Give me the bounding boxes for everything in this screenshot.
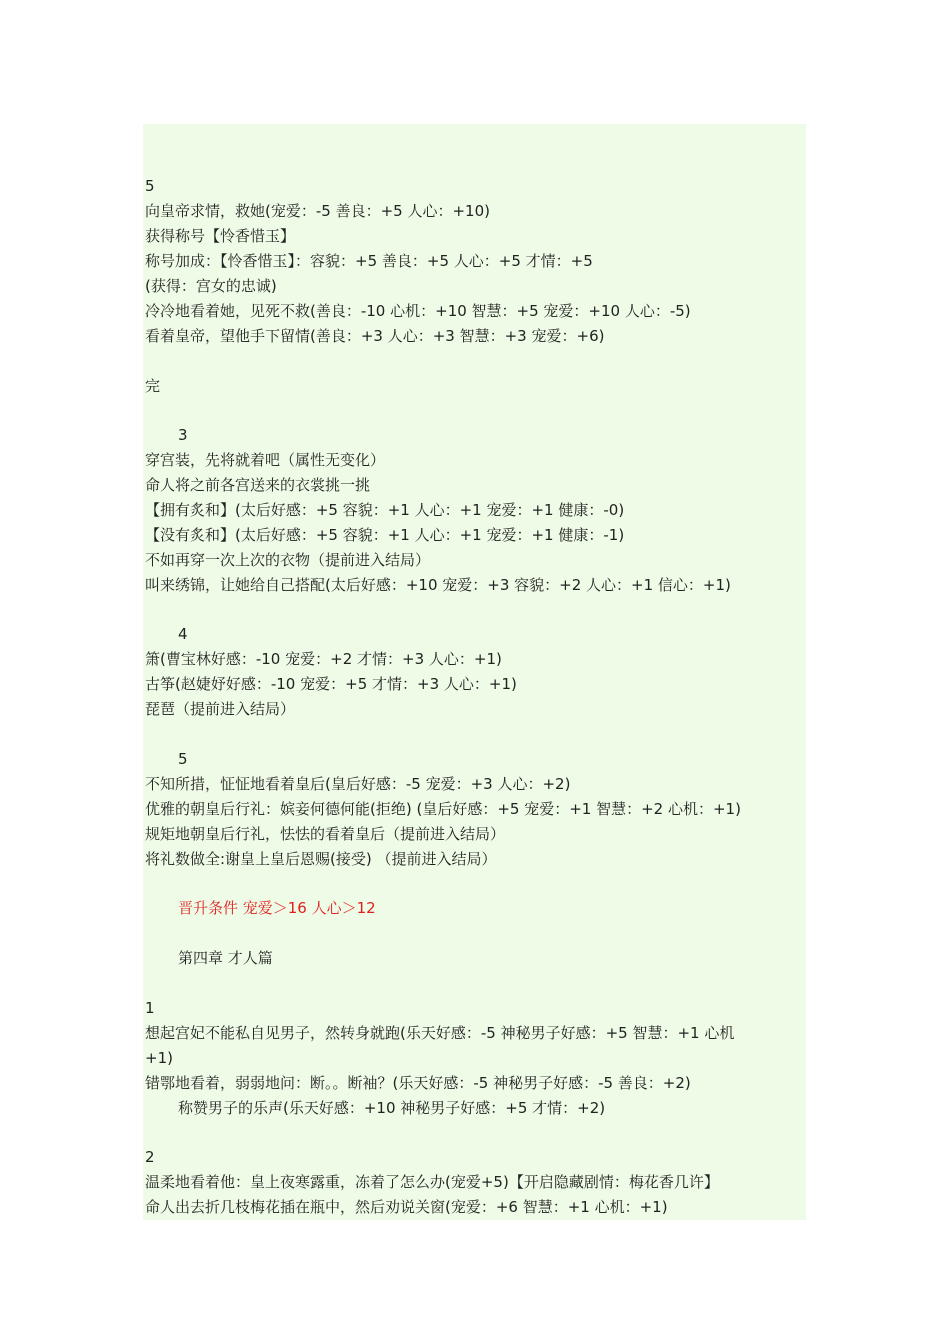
text-line: 称赞男子的乐声(乐天好感：+10 神秘男子好感：+5 才情：+2) [178,1099,606,1117]
text-line: 看着皇帝，望他手下留情(善良：+3 人心：+3 智慧：+3 宠爱：+6) [145,327,605,345]
text-line: 不知所措，怔怔地看着皇后(皇后好感：-5 宠爱：+3 人心：+2) [145,775,571,793]
text-line: 完 [145,377,161,395]
text-line: 命人将之前各宫送来的衣裳挑一挑 [145,476,371,494]
text-line: 想起宫妃不能私自见男子，然转身就跑(乐天好感：-5 神秘男子好感：+5 智慧：+1 心机 [145,1024,735,1042]
text-line: 2 [145,1148,155,1166]
text-line: 晋升条件 宠爱＞16 人心＞12 [178,899,376,917]
text-line: 称号加成：【怜香惜玉】：容貌：+5 善良：+5 人心：+5 才情：+5 [145,252,593,270]
text-line: 错鄂地看着，弱弱地问：断。。断袖？(乐天好感：-5 神秘男子好感：-5 善良：+2) [145,1074,691,1092]
text-line: 古筝(赵婕妤好感：-10 宠爱：+5 才情：+3 人心：+1) [145,675,517,693]
text-line: 5 [145,177,155,195]
text-line: 获得称号【怜香惜玉】 [145,227,296,245]
text-line: 将礼数做全:谢皇上皇后恩赐(接受) （提前进入结局） [145,850,497,868]
text-line: 1 [145,999,155,1017]
text-line: 规矩地朝皇后行礼，怯怯的看着皇后（提前进入结局） [145,825,506,843]
text-line: 4 [178,625,188,643]
text-line: 琵琶（提前进入结局） [145,700,296,718]
text-line: 5 [178,750,188,768]
text-line: 穿宫装，先将就着吧（属性无变化） [145,451,386,469]
text-line: 冷冷地看着她，见死不救(善良：-10 心机：+10 智慧：+5 宠爱：+10 人心：-5) [145,302,691,320]
text-line: 【没有炙和】(太后好感：+5 容貌：+1 人心：+1 宠爱：+1 健康：-1) [145,526,625,544]
text-line: 3 [178,426,188,444]
text-line: 向皇帝求情，救她(宠爱：-5 善良：+5 人心：+10) [145,202,490,220]
text-line: 不如再穿一次上次的衣物（提前进入结局） [145,551,431,569]
text-line: 优雅的朝皇后行礼：嫔妾何德何能(拒绝) (皇后好感：+5 宠爱：+1 智慧：+2 心机：+1) [145,800,741,818]
text-line: 叫来绣锦，让她给自己搭配(太后好感：+10 宠爱：+3 容貌：+2 人心：+1 信心：+1) [145,576,731,594]
text-line: +1) [145,1049,173,1067]
text-line: 温柔地看着他：皇上夜寒露重，冻着了怎么办(宠爱+5)【开启隐藏剧情：梅花香几许】 [145,1173,719,1191]
text-line: 命人出去折几枝梅花插在瓶中，然后劝说关窗(宠爱：+6 智慧：+1 心机：+1) [145,1198,668,1216]
text-line: 第四章 才人篇 [178,949,273,967]
text-line: (获得：宫女的忠诚) [145,277,277,295]
text-line: 箫(曹宝林好感：-10 宠爱：+2 才情：+3 人心：+1) [145,650,502,668]
text-line: 【拥有炙和】(太后好感：+5 容貌：+1 人心：+1 宠爱：+1 健康：-0) [145,501,625,519]
